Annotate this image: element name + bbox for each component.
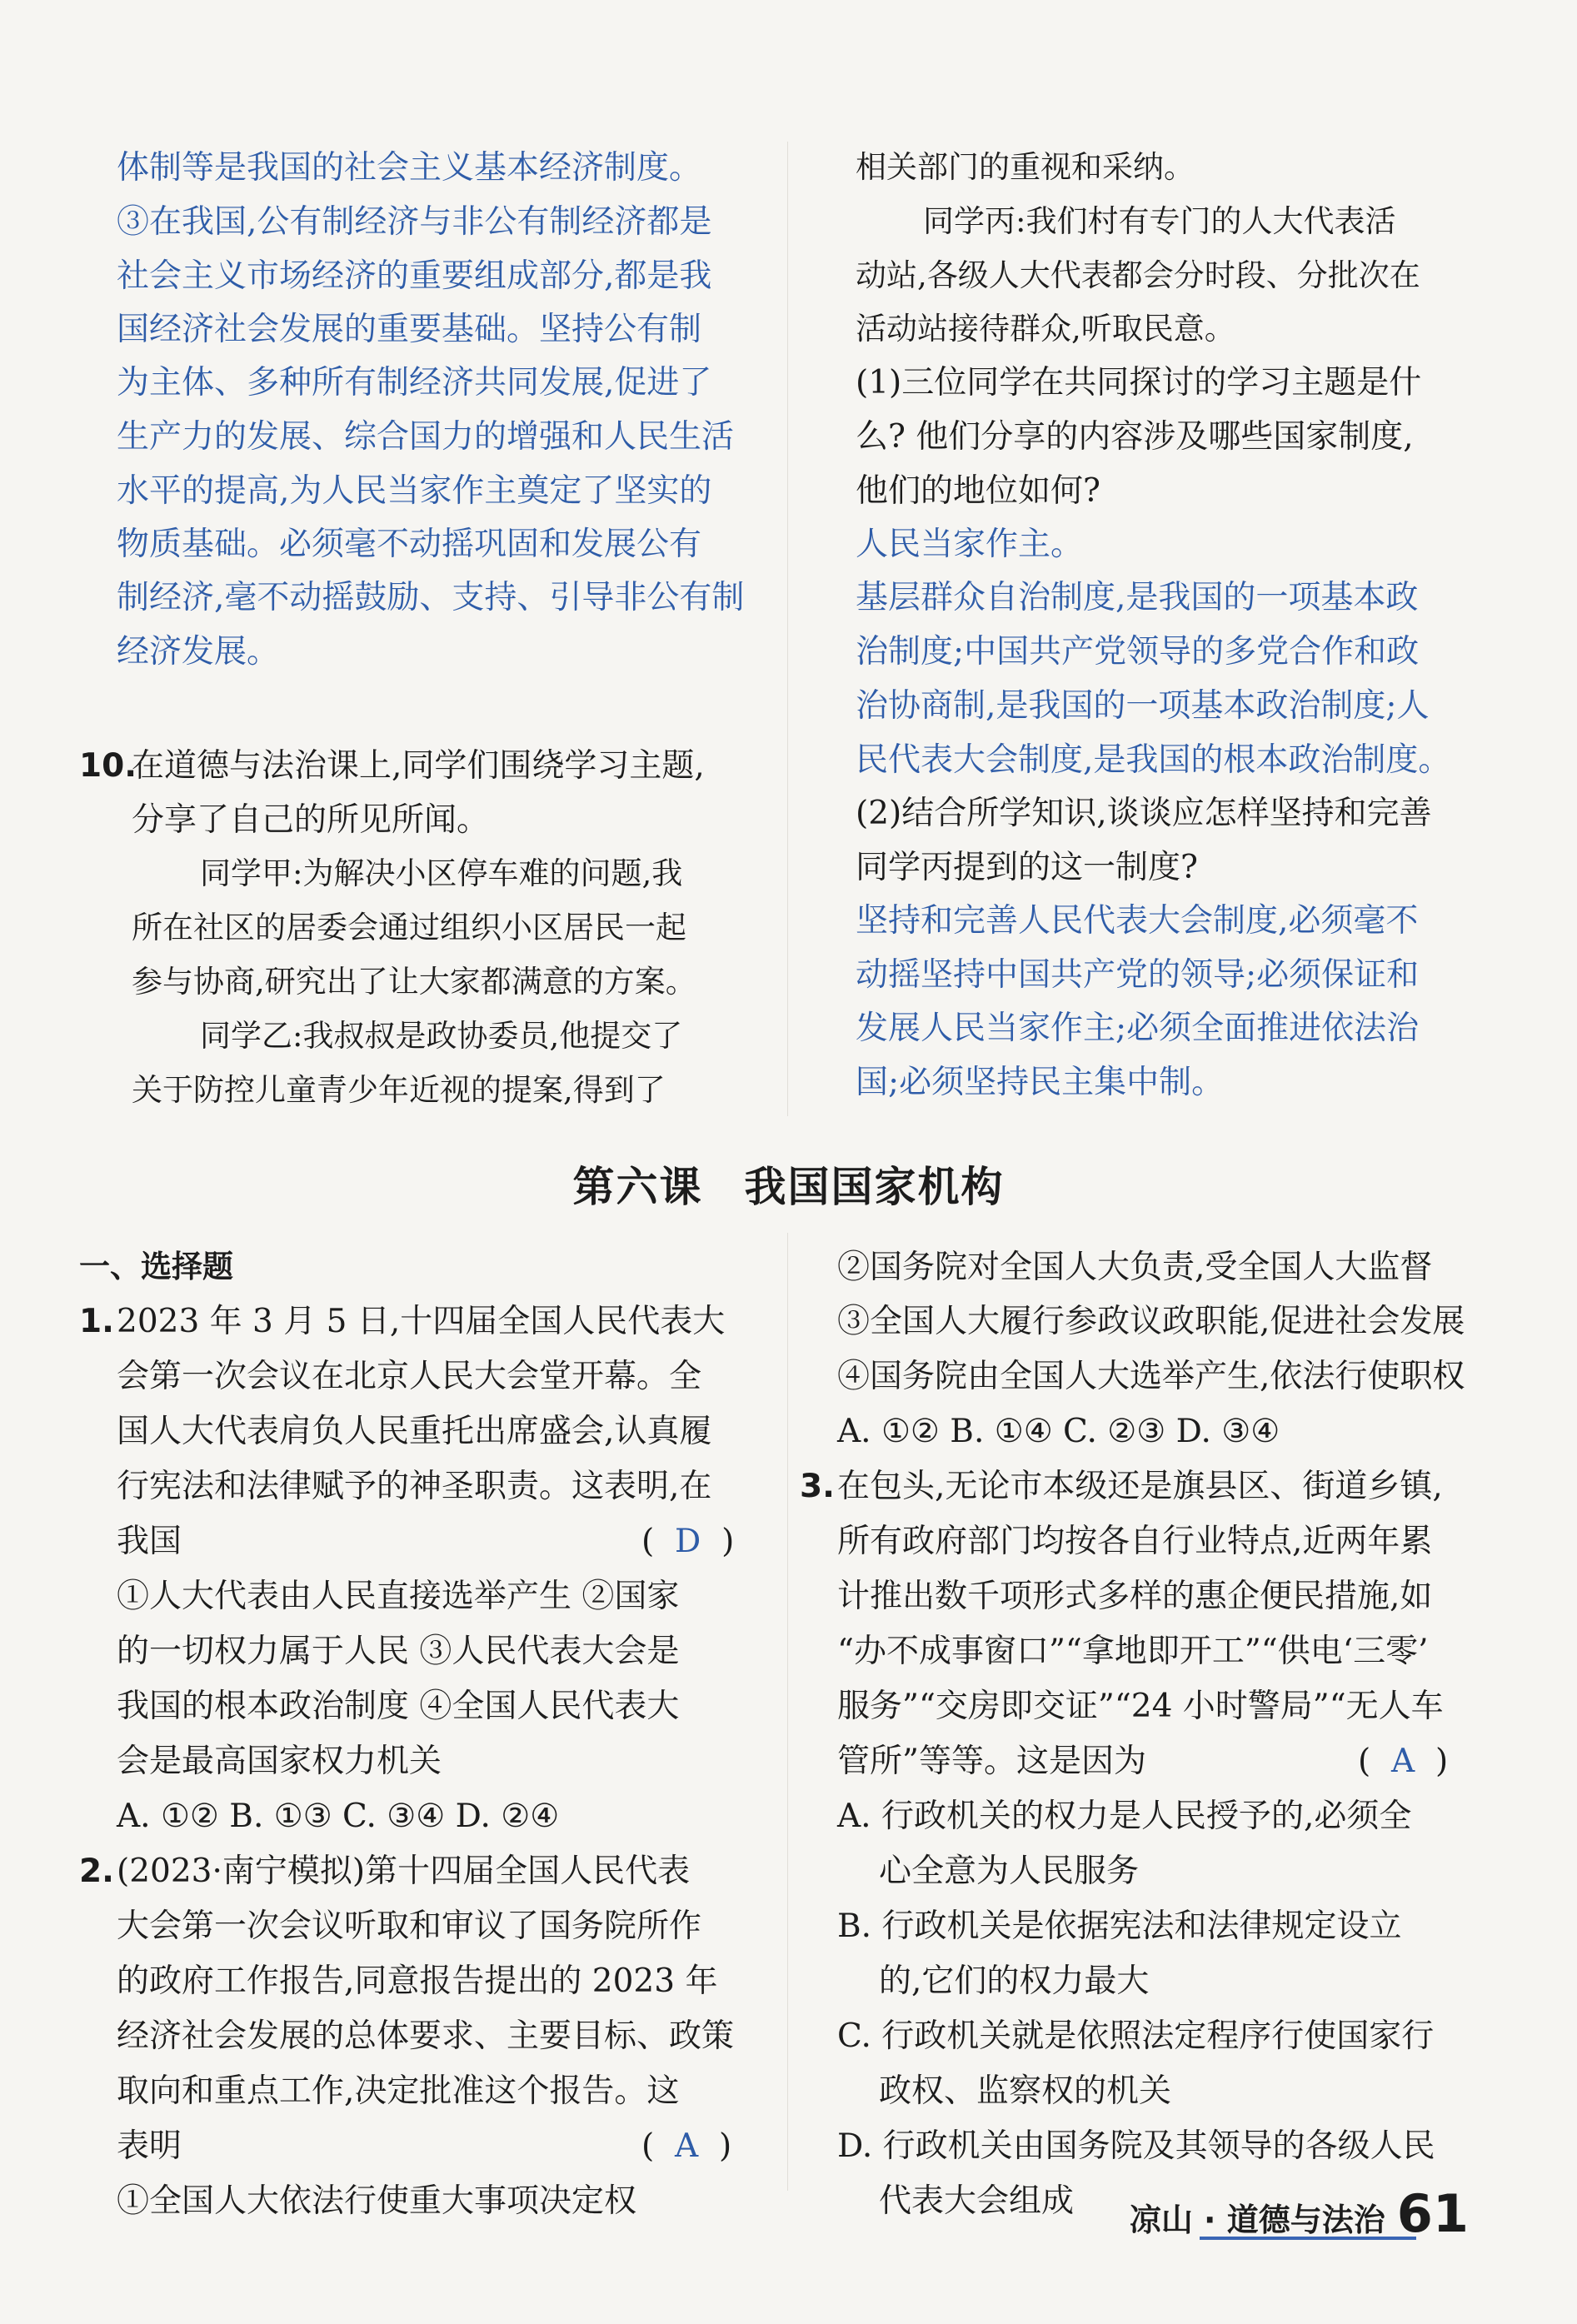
question-number: 1. — [79, 1303, 114, 1340]
option-d: D. 行政机关由国务院及其领导的各级人民 — [837, 2127, 1435, 2165]
answer-bracket: ( A ) — [1358, 1743, 1449, 1780]
passage-line: 动站,各级人大代表都会分时段、分批次在 — [856, 257, 1420, 293]
question-stem: 在包头,无论市本级还是旗县区、街道乡镇, — [837, 1468, 1443, 1505]
passage-line: 参与协商,研究出了让大家都满意的方案。 — [132, 964, 696, 1000]
answer-line: 动摇坚持中国共产党的领导;必须保证和 — [856, 956, 1420, 994]
question-stem: 的政府工作报告,同意报告提出的 2023 年 — [117, 1962, 718, 2000]
sub-question-1: 么? 他们分享的内容涉及哪些国家制度, — [856, 418, 1414, 456]
answer-line: 生产力的发展、综合国力的增强和人民生活 — [117, 418, 735, 456]
question-number: 3. — [800, 1468, 835, 1505]
page-footer — [1129, 2183, 1469, 2244]
statement-line: 我国的根本政治制度 ④全国人民代表大 — [117, 1688, 680, 1725]
statement-line: ②国务院对全国人大负责,受全国人大监督 — [837, 1249, 1433, 1286]
passage-line: 同学甲:为解决小区停车难的问题,我 — [200, 855, 683, 891]
answer-line: 国;必须坚持民主集中制。 — [856, 1064, 1225, 1101]
question-stem: (2023·南宁模拟)第十四届全国人民代表 — [117, 1853, 691, 1890]
choice-line: A. ①② B. ①③ C. ③④ D. ②④ — [117, 1798, 560, 1835]
answer-line: 国经济社会发展的重要基础。坚持公有制 — [117, 311, 702, 348]
answer-line: 坚持和完善人民代表大会制度,必须毫不 — [856, 902, 1419, 940]
question-stem: 服务”“交房即交证”“24 小时警局”“无人车 — [837, 1688, 1444, 1725]
question-stem: 管所”等等。这是因为 — [837, 1743, 1146, 1780]
lesson-title — [0, 1154, 1577, 1214]
passage-line: 同学乙:我叔叔是政协委员,他提交了 — [200, 1018, 683, 1054]
question-stem: 在道德与法治课上,同学们围绕学习主题, — [132, 747, 705, 785]
question-number: 2. — [79, 1853, 114, 1890]
option-a: A. 行政机关的权力是人民授予的,必须全 — [837, 1798, 1412, 1835]
question-stem: 行宪法和法律赋予的神圣职责。这表明,在 — [117, 1468, 712, 1505]
footer-title: 凉山 · 道德与法治 — [1129, 2202, 1385, 2238]
question-stem: 大会第一次会议听取和审议了国务院所作 — [117, 1908, 702, 1945]
answer-line: 基层群众自治制度,是我国的一项基本政 — [856, 579, 1419, 616]
question-stem: 经济社会发展的总体要求、主要目标、政策 — [117, 2017, 735, 2055]
page-number: 61 — [1396, 2183, 1469, 2244]
statement-line: 会是最高国家权力机关 — [117, 1743, 442, 1780]
question-number: 10. — [79, 747, 137, 785]
answer-line: 体制等是我国的社会主义基本经济制度。 — [117, 149, 702, 187]
statement-line: ③全国人大履行参政议政职能,促进社会发展 — [837, 1303, 1465, 1340]
option-b: 的,它们的权力最大 — [879, 1962, 1150, 2000]
answer-letter: A — [675, 2127, 699, 2165]
statement-line: ④国务院由全国人大选举产生,依法行使职权 — [837, 1358, 1465, 1395]
sub-question-2: 同学丙提到的这一制度? — [856, 849, 1198, 886]
column-divider — [787, 1233, 788, 2191]
answer-line: 物质基础。必须毫不动摇巩固和发展公有 — [117, 526, 702, 563]
sub-question-1: (1)三位同学在共同探讨的学习主题是什 — [856, 364, 1422, 401]
option-a: 心全意为人民服务 — [879, 1853, 1140, 1890]
answer-line: ③在我国,公有制经济与非公有制经济都是 — [117, 203, 712, 241]
passage-line: 同学丙:我们村有专门的人大代表活 — [923, 203, 1396, 239]
option-d: 代表大会组成 — [879, 2182, 1075, 2220]
statement-line: 的一切权力属于人民 ③人民代表大会是 — [117, 1633, 680, 1670]
option-c: 政权、监察权的机关 — [879, 2072, 1172, 2110]
statement-line: ①人大代表由人民直接选举产生 ②国家 — [117, 1578, 680, 1615]
option-c: C. 行政机关就是依照法定程序行使国家行 — [837, 2017, 1435, 2055]
answer-line: 水平的提高,为人民当家作主奠定了坚实的 — [117, 472, 712, 510]
question-stem: 表明 — [117, 2127, 182, 2165]
answer-bracket: ( A ) — [641, 2127, 732, 2165]
column-divider — [787, 142, 788, 1116]
question-stem: 分享了自己的所见所闻。 — [132, 801, 490, 839]
lesson-number: 第六课 — [572, 1163, 703, 1211]
passage-line: 相关部门的重视和采纳。 — [856, 149, 1195, 185]
lesson-name: 我国国家机构 — [744, 1163, 1005, 1211]
answer-letter: A — [1391, 1743, 1415, 1780]
sub-question-1: 他们的地位如何? — [856, 472, 1100, 510]
answer-bracket: ( D ) — [641, 1523, 735, 1560]
answer-line: 经济发展。 — [117, 633, 280, 671]
option-b: B. 行政机关是依据宪法和法律规定设立 — [837, 1908, 1402, 1945]
passage-line: 关于防控儿童青少年近视的提案,得到了 — [132, 1072, 666, 1108]
answer-line: 制经济,毫不动摇鼓励、支持、引导非公有制 — [117, 579, 745, 616]
question-stem: 会第一次会议在北京人民大会堂开幕。全 — [117, 1358, 702, 1395]
answer-line: 民代表大会制度,是我国的根本政治制度。 — [856, 741, 1451, 779]
question-stem: 取向和重点工作,决定批准这个报告。这 — [117, 2072, 680, 2110]
answer-line: 人民当家作主。 — [856, 526, 1084, 563]
statement-line: ①全国人大依法行使重大事项决定权 — [117, 2182, 637, 2220]
answer-line: 治协商制,是我国的一项基本政治制度;人 — [856, 687, 1430, 725]
answer-line: 治制度;中国共产党领导的多党合作和政 — [856, 633, 1420, 671]
answer-line: 社会主义市场经济的重要组成部分,都是我 — [117, 257, 712, 295]
choice-line: A. ①② B. ①④ C. ②③ D. ③④ — [837, 1413, 1280, 1450]
answer-letter: D — [675, 1523, 701, 1560]
question-stem: 我国 — [117, 1523, 182, 1560]
question-stem: 所有政府部门均按各自行业特点,近两年累 — [837, 1523, 1433, 1560]
answer-line: 发展人民当家作主;必须全面推进依法治 — [856, 1010, 1420, 1047]
question-stem: 计推出数千项形式多样的惠企便民措施,如 — [837, 1578, 1433, 1615]
question-stem: “办不成事窗口”“拿地即开工”“供电‘三零’ — [837, 1633, 1429, 1670]
passage-line: 活动站接待群众,听取民意。 — [856, 311, 1235, 347]
question-stem: 2023 年 3 月 5 日,十四届全国人民代表大 — [117, 1303, 726, 1340]
section-heading: 一、选择题 — [79, 1249, 233, 1284]
question-stem: 国人大代表肩负人民重托出席盛会,认真履 — [117, 1413, 712, 1450]
answer-line: 为主体、多种所有制经济共同发展,促进了 — [117, 364, 712, 401]
passage-line: 所在社区的居委会通过组织小区居民一起 — [132, 910, 686, 945]
sub-question-2: (2)结合所学知识,谈谈应怎样坚持和完善 — [856, 795, 1432, 832]
